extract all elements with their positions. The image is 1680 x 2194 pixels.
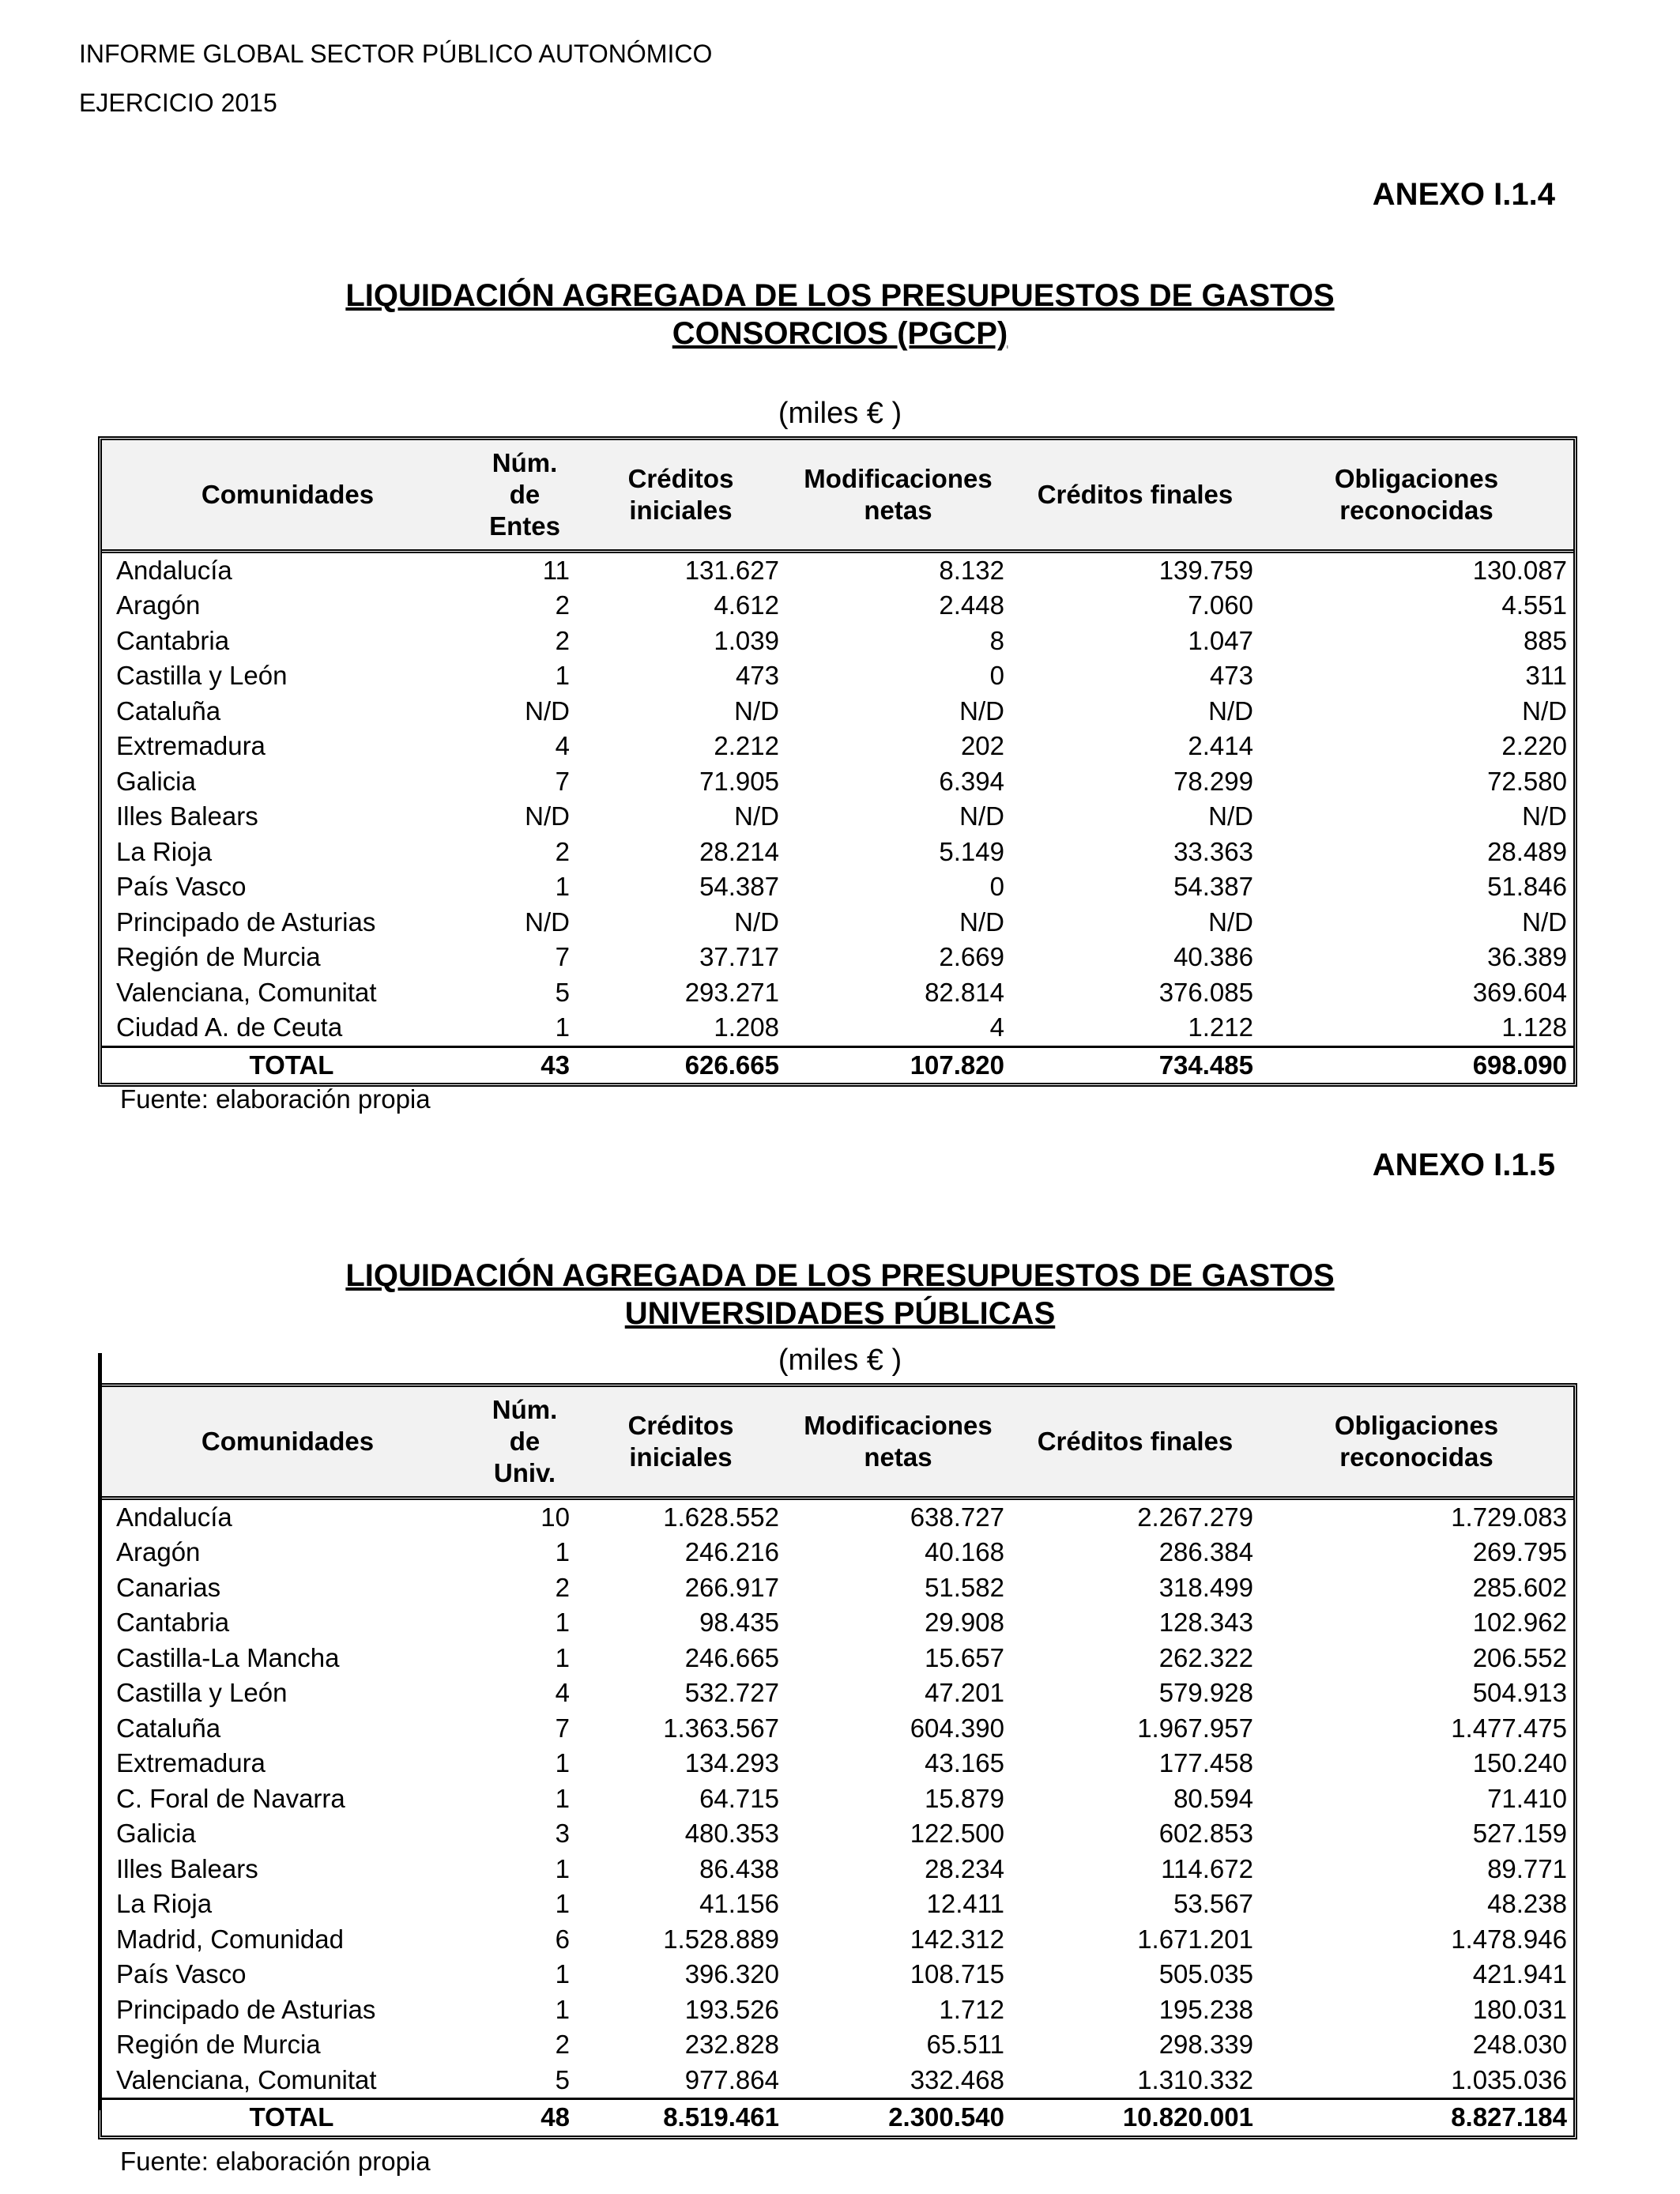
value-cell: 2 (555, 590, 570, 620)
source-note-2: Fuente: elaboración propia (120, 2147, 431, 2176)
value-cell: 2.414 (1188, 731, 1253, 760)
table-row (102, 799, 1573, 835)
value-cell: 82.814 (925, 977, 1004, 1007)
value-cell: 1 (555, 1889, 570, 1918)
value-cell: 266.917 (684, 1572, 779, 1602)
value-cell: 40.386 (1173, 942, 1253, 971)
region-cell: Valenciana, Comunitat (116, 2064, 377, 2094)
region-cell: País Vasco (116, 1959, 247, 1989)
value-cell: 8.132 (939, 555, 1004, 585)
value-cell: 8 (989, 625, 1004, 655)
value-cell: 80.594 (1173, 1783, 1253, 1813)
value-cell: 65.511 (926, 2030, 1004, 2059)
table-row (102, 658, 1573, 694)
value-cell: 2 (555, 2030, 570, 2059)
region-cell: Principado de Asturias (116, 1994, 376, 2024)
region-cell: Principado de Asturias (116, 907, 376, 937)
total-value: 10.820.001 (1011, 2099, 1260, 2136)
value-cell: 12.411 (926, 1889, 1004, 1918)
value-cell: 2.669 (939, 942, 1004, 971)
value-cell: 102.962 (1472, 1608, 1567, 1637)
value-cell: 604.390 (910, 1713, 1004, 1743)
units-label-2: (miles € ) (778, 1344, 902, 1377)
region-cell: Andalucía (116, 555, 232, 585)
table-row (102, 1641, 1573, 1676)
fiscal-year: EJERCICIO 2015 (79, 89, 277, 117)
table-row (102, 1746, 1573, 1781)
table-row (102, 764, 1573, 800)
table-row (102, 2063, 1573, 2099)
column-header: Obligaciones reconocidas (1260, 440, 1573, 551)
value-cell: N/D (734, 907, 779, 937)
value-cell: 7 (555, 942, 570, 971)
value-cell: N/D (959, 801, 1004, 831)
value-cell: 1 (555, 1537, 570, 1566)
value-cell: 473 (735, 661, 779, 690)
total-value: 698.090 (1260, 1046, 1573, 1083)
value-cell: 505.035 (1158, 1959, 1253, 1989)
value-cell: 40.168 (925, 1537, 1004, 1566)
annex-label-2: ANEXO I.1.5 (1372, 1148, 1555, 1182)
total-value: 626.665 (576, 1046, 785, 1083)
column-header: Créditos iniciales (576, 440, 785, 551)
table-row (102, 940, 1573, 975)
value-cell: 1 (555, 661, 570, 690)
value-cell: 54.387 (1173, 872, 1253, 901)
region-cell: Andalucía (116, 1502, 232, 1532)
value-cell: 48.238 (1487, 1889, 1567, 1918)
value-cell: 977.864 (684, 2064, 779, 2094)
value-cell: 4 (555, 731, 570, 760)
value-cell: N/D (1208, 696, 1253, 726)
value-cell: 318.499 (1158, 1572, 1253, 1602)
value-cell: 527.159 (1472, 1819, 1567, 1848)
consortia-table (98, 436, 1577, 1087)
table-row (102, 551, 1573, 588)
annex-title-1-line1: LIQUIDACIÓN AGREGADA DE LOS PRESUPUESTOS DE GASTOS (345, 278, 1335, 313)
table-row (102, 1957, 1573, 1992)
value-cell: 5 (555, 2064, 570, 2094)
value-cell: 128.343 (1158, 1608, 1253, 1637)
value-cell: 5 (555, 977, 570, 1007)
value-cell: 269.795 (1472, 1537, 1567, 1566)
value-cell: 6 (555, 1924, 570, 1954)
table-row (102, 1711, 1573, 1747)
total-label: TOTAL (102, 2099, 473, 2136)
value-cell: 2 (555, 1572, 570, 1602)
value-cell: N/D (1522, 696, 1567, 726)
column-header: Obligaciones reconocidas (1260, 1387, 1573, 1498)
value-cell: 114.672 (1161, 1853, 1253, 1883)
annex-title-2 (0, 1257, 1680, 1333)
value-cell: 78.299 (1173, 766, 1253, 796)
table-row (102, 729, 1573, 764)
value-cell: N/D (959, 907, 1004, 937)
column-header: Modificaciones netas (785, 1387, 1011, 1498)
total-value: 107.820 (785, 1046, 1011, 1083)
column-header: Créditos finales (1011, 1387, 1260, 1498)
region-cell: Cantabria (116, 1608, 230, 1637)
total-value: 8.827.184 (1260, 2099, 1573, 2136)
value-cell: 41.156 (699, 1889, 779, 1918)
value-cell: 5.149 (939, 836, 1004, 866)
source-note-1: Fuente: elaboración propia (120, 1084, 431, 1114)
value-cell: 1.208 (714, 1012, 779, 1042)
table-row (102, 835, 1573, 870)
region-cell: Illes Balears (116, 1853, 258, 1883)
value-cell: 150.240 (1472, 1748, 1567, 1777)
value-cell: 1.128 (1501, 1012, 1567, 1042)
value-cell: 473 (1209, 661, 1253, 690)
table-row (102, 1535, 1573, 1570)
region-cell: Madrid, Comunidad (116, 1924, 344, 1954)
value-cell: 7.060 (1188, 590, 1253, 620)
value-cell: 286.384 (1158, 1537, 1253, 1566)
value-cell: 0 (989, 661, 1004, 690)
value-cell: 1.363.567 (663, 1713, 779, 1743)
value-cell: 2 (555, 625, 570, 655)
region-cell: La Rioja (116, 836, 213, 866)
region-cell: Galicia (116, 1819, 196, 1848)
value-cell: 206.552 (1472, 1642, 1567, 1672)
value-cell: 7 (555, 1713, 570, 1743)
total-label: TOTAL (102, 1046, 473, 1083)
region-cell: Extremadura (116, 1748, 266, 1777)
value-cell: N/D (1522, 907, 1567, 937)
value-cell: 1.478.946 (1451, 1924, 1567, 1954)
region-cell: Cataluña (116, 1713, 221, 1743)
value-cell: 54.387 (699, 872, 779, 901)
value-cell: 1.528.889 (663, 1924, 779, 1954)
value-cell: 28.489 (1487, 836, 1567, 866)
value-cell: 396.320 (684, 1959, 779, 1989)
value-cell: 2 (555, 836, 570, 866)
value-cell: 1 (555, 1853, 570, 1883)
value-cell: 108.715 (910, 1959, 1004, 1989)
value-cell: 4.612 (714, 590, 779, 620)
table-row (102, 1992, 1573, 2028)
value-cell: 1.671.201 (1137, 1924, 1253, 1954)
value-cell: 3 (555, 1819, 570, 1848)
units-label-1: (miles € ) (778, 397, 902, 430)
table-row (102, 1676, 1573, 1711)
region-cell: Castilla-La Mancha (116, 1642, 340, 1672)
region-cell: Ciudad A. de Ceuta (116, 1012, 343, 1042)
value-cell: 1 (555, 1642, 570, 1672)
value-cell: 11 (542, 555, 570, 585)
region-cell: Región de Murcia (116, 942, 321, 971)
value-cell: 193.526 (684, 1994, 779, 2024)
total-row (102, 2099, 1573, 2136)
value-cell: N/D (525, 907, 570, 937)
value-cell: N/D (959, 696, 1004, 726)
value-cell: 1 (555, 1012, 570, 1042)
region-cell: Castilla y León (116, 661, 288, 690)
value-cell: 1.035.036 (1451, 2064, 1567, 2094)
value-cell: 1 (555, 872, 570, 901)
value-cell: 1 (555, 1748, 570, 1777)
value-cell: 72.580 (1487, 766, 1567, 796)
table-row (102, 869, 1573, 905)
value-cell: 130.087 (1472, 555, 1567, 585)
value-cell: 1 (555, 1608, 570, 1637)
annex-title-2-line1: LIQUIDACIÓN AGREGADA DE LOS PRESUPUESTOS DE GASTOS (345, 1258, 1335, 1293)
region-cell: La Rioja (116, 1889, 213, 1918)
value-cell: 332.468 (910, 2064, 1004, 2094)
value-cell: 248.030 (1472, 2030, 1567, 2059)
value-cell: 376.085 (1158, 977, 1253, 1007)
table-row (102, 1010, 1573, 1046)
table-row (102, 1852, 1573, 1887)
region-cell: Cantabria (116, 625, 230, 655)
value-cell: 7 (555, 766, 570, 796)
region-cell: Galicia (116, 766, 196, 796)
value-cell: 1 (555, 1994, 570, 2024)
value-cell: 47.201 (925, 1678, 1004, 1707)
table-header-row (102, 1387, 1573, 1498)
report-title: INFORME GLOBAL SECTOR PÚBLICO AUTONÓMICO (79, 40, 713, 68)
table-row (102, 1570, 1573, 1606)
value-cell: 10 (541, 1502, 570, 1532)
table-row (102, 975, 1573, 1011)
value-cell: 134.293 (684, 1748, 779, 1777)
value-cell: 532.727 (684, 1678, 779, 1707)
region-cell: Illes Balears (116, 801, 258, 831)
value-cell: 1 (555, 1783, 570, 1813)
region-cell: C. Foral de Navarra (116, 1783, 345, 1813)
value-cell: 602.853 (1158, 1819, 1253, 1848)
annex-title-1 (0, 277, 1680, 352)
value-cell: 202 (960, 731, 1004, 760)
annex-title-1-line2: CONSORCIOS (PGCP) (672, 316, 1008, 351)
total-value: 48 (473, 2099, 576, 2136)
value-cell: N/D (1208, 801, 1253, 831)
value-cell: 131.627 (684, 555, 779, 585)
value-cell: 2.220 (1501, 731, 1567, 760)
value-cell: 15.657 (925, 1642, 1004, 1672)
region-cell: Valenciana, Comunitat (116, 977, 377, 1007)
region-cell: Región de Murcia (116, 2030, 321, 2059)
table-row (102, 2027, 1573, 2063)
column-header: Núm. de Univ. (473, 1387, 576, 1498)
value-cell: N/D (1522, 801, 1567, 831)
value-cell: 232.828 (684, 2030, 779, 2059)
value-cell: 1.039 (714, 625, 779, 655)
total-value: 43 (473, 1046, 576, 1083)
value-cell: 15.879 (925, 1783, 1004, 1813)
region-cell: Canarias (116, 1572, 221, 1602)
table-row (102, 1922, 1573, 1958)
value-cell: 2.448 (939, 590, 1004, 620)
value-cell: 311 (1525, 661, 1567, 690)
universities-table (98, 1383, 1577, 2139)
value-cell: 28.214 (699, 836, 779, 866)
value-cell: 2.212 (714, 731, 779, 760)
total-row (102, 1046, 1573, 1083)
value-cell: 89.771 (1487, 1853, 1567, 1883)
table-row (102, 588, 1573, 624)
value-cell: 36.389 (1487, 942, 1567, 971)
region-cell: País Vasco (116, 872, 247, 901)
table-row (102, 694, 1573, 729)
table-row (102, 1887, 1573, 1922)
value-cell: 33.363 (1173, 836, 1253, 866)
value-cell: 1.967.957 (1137, 1713, 1253, 1743)
value-cell: 2.267.279 (1137, 1502, 1253, 1532)
value-cell: 64.715 (699, 1783, 779, 1813)
value-cell: N/D (525, 696, 570, 726)
value-cell: 4 (555, 1678, 570, 1707)
value-cell: 180.031 (1472, 1994, 1567, 2024)
value-cell: 262.322 (1158, 1642, 1253, 1672)
table-row (102, 905, 1573, 941)
value-cell: 53.567 (1173, 1889, 1253, 1918)
value-cell: 43.165 (925, 1748, 1004, 1777)
value-cell: 1.212 (1188, 1012, 1253, 1042)
value-cell: 6.394 (939, 766, 1004, 796)
value-cell: 98.435 (699, 1608, 779, 1637)
value-cell: N/D (1208, 907, 1253, 937)
value-cell: 421.941 (1472, 1959, 1567, 1989)
value-cell: 885 (1523, 625, 1567, 655)
value-cell: 139.759 (1158, 555, 1253, 585)
value-cell: 1.628.552 (663, 1502, 779, 1532)
region-cell: Aragón (116, 590, 201, 620)
value-cell: 4.551 (1501, 590, 1567, 620)
value-cell: 504.913 (1472, 1678, 1567, 1707)
value-cell: 4 (989, 1012, 1004, 1042)
region-cell: Aragón (116, 1537, 201, 1566)
value-cell: 177.458 (1158, 1748, 1253, 1777)
value-cell: 298.339 (1158, 2030, 1253, 2059)
value-cell: 480.353 (684, 1819, 779, 1848)
value-cell: 28.234 (925, 1853, 1004, 1883)
value-cell: 37.717 (699, 942, 779, 971)
value-cell: 71.905 (699, 766, 779, 796)
table-row (102, 1605, 1573, 1641)
value-cell: 1.047 (1188, 625, 1253, 655)
value-cell: 122.500 (910, 1819, 1004, 1848)
value-cell: 246.665 (684, 1642, 779, 1672)
value-cell: 86.438 (699, 1853, 779, 1883)
column-header: Comunidades (102, 440, 473, 551)
value-cell: N/D (734, 696, 779, 726)
annex-label-1: ANEXO I.1.4 (1372, 177, 1555, 212)
column-header: Núm. de Entes (473, 440, 576, 551)
value-cell: 579.928 (1158, 1678, 1253, 1707)
annex-title-2-line2: UNIVERSIDADES PÚBLICAS (624, 1296, 1056, 1331)
value-cell: 71.410 (1487, 1783, 1567, 1813)
region-cell: Castilla y León (116, 1678, 288, 1707)
column-header: Comunidades (102, 1387, 473, 1498)
value-cell: 1.712 (939, 1994, 1004, 2024)
value-cell: N/D (734, 801, 779, 831)
table-row (102, 1498, 1573, 1535)
value-cell: 285.602 (1472, 1572, 1567, 1602)
total-value: 8.519.461 (576, 2099, 785, 2136)
region-cell: Extremadura (116, 731, 266, 760)
value-cell: 1.729.083 (1451, 1502, 1567, 1532)
value-cell: 369.604 (1472, 977, 1567, 1007)
column-header: Créditos finales (1011, 440, 1260, 551)
value-cell: 142.312 (910, 1924, 1004, 1954)
value-cell: 29.908 (925, 1608, 1004, 1637)
value-cell: 638.727 (910, 1502, 1004, 1532)
value-cell: 1.477.475 (1451, 1713, 1567, 1743)
value-cell: 1.310.332 (1137, 2064, 1253, 2094)
value-cell: 246.216 (684, 1537, 779, 1566)
table-row (102, 624, 1573, 659)
value-cell: 293.271 (684, 977, 779, 1007)
value-cell: 51.582 (925, 1572, 1004, 1602)
value-cell: 0 (989, 872, 1004, 901)
value-cell: 1 (555, 1959, 570, 1989)
value-cell: N/D (525, 801, 570, 831)
total-value: 2.300.540 (785, 2099, 1011, 2136)
table-header-row (102, 440, 1573, 551)
value-cell: 51.846 (1487, 872, 1567, 901)
column-header: Modificaciones netas (785, 440, 1011, 551)
table-row (102, 1781, 1573, 1817)
total-value: 734.485 (1011, 1046, 1260, 1083)
column-header: Créditos iniciales (576, 1387, 785, 1498)
region-cell: Cataluña (116, 696, 221, 726)
value-cell: 195.238 (1158, 1994, 1253, 2024)
table-row (102, 1816, 1573, 1852)
